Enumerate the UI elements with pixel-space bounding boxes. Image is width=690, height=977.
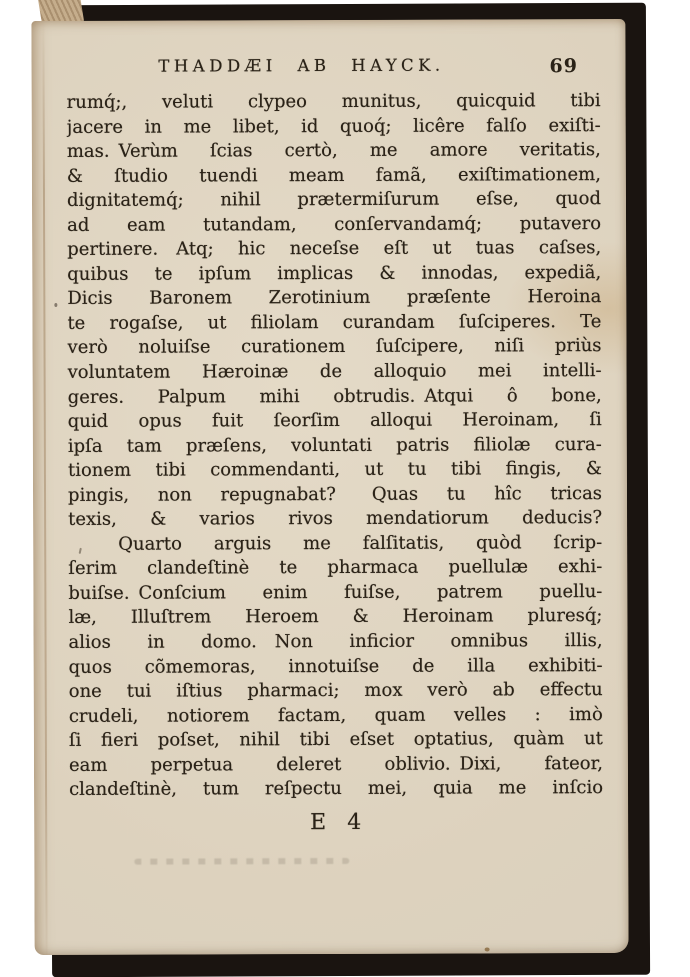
text-line: mas. Verùm ſcias certò, me amore veritatis, xyxy=(66,139,601,163)
text-line: dignitatemq́; nihil prætermiſurum eſse, quod xyxy=(66,188,602,212)
text-line: quos cõmemoras, innotuiſse de illa exhibiti- xyxy=(68,654,603,678)
signature-mark: E 4 xyxy=(310,809,363,836)
text-line: voluntatem Hæroinæ de alloquio mei intelli- xyxy=(67,360,602,383)
text-line: tionem tibi commendanti, ut tu tibi fingis, & xyxy=(67,458,602,482)
scanned-page xyxy=(31,19,628,955)
text-line: alios in domo. Non inficior omnibus illis, xyxy=(68,630,603,653)
text-line: ad eam tutandam, conſervandamq́; putavero xyxy=(67,212,602,236)
text-line: Dicis Baronem Zerotinium præſente Heroina xyxy=(67,286,602,310)
show-through-marks xyxy=(134,858,349,865)
text-line: one tui iſtius pharmaci; mox verò ab effectu xyxy=(68,679,603,703)
text-line: eam perpetua deleret oblivio. Dixi, fateor, xyxy=(68,752,604,776)
text-line: ſerim clandeſtinè te pharmaca puellulæ exhi- xyxy=(68,556,603,580)
text-line: ſi fieri poſset, nihil tibi eſset optatius, quàm ut xyxy=(68,728,603,752)
text-line: rumq́;, veluti clypeo munitus, quicquid tibi xyxy=(66,90,601,113)
paper-speck xyxy=(54,303,57,307)
text-line: geres. Palpum mihi obtrudis. Atqui ô bone, xyxy=(67,384,602,408)
text-block xyxy=(67,89,603,803)
text-line: clandeſtinè, tum reſpectu mei, quia me inſcio xyxy=(69,777,604,801)
text-line: Quarto arguis me falſitatis, quòd ſcrip- xyxy=(118,531,603,555)
text-line: & ſtudio tuendi meam famã, exiſtimationem, xyxy=(66,163,601,187)
running-header xyxy=(66,55,600,83)
header-title: THADDÆI AB HAYCK. xyxy=(158,55,445,76)
text-line: te rogaſse, ut filiolam curandam ſuſciperes. Te xyxy=(67,310,602,334)
text-line: buiſse. Conſcium enim fuiſse, patrem puellu- xyxy=(68,580,603,604)
text-line: verò noluiſse curationem ſuſcipere, niſi priùs xyxy=(67,335,602,359)
text-line: quibus te ipſum implicas & innodas, expediã, xyxy=(67,261,602,285)
text-line: crudeli, notiorem factam, quam velles : imò xyxy=(68,703,603,727)
text-line: quid opus fuit ſeorſim alloqui Heroinam, ſi xyxy=(67,409,602,433)
text-line: ipſa tam præſens, voluntati patris filiolæ cura- xyxy=(67,433,602,457)
text-line: pertinere. Atq; hic neceſse eſt ut tuas caſses, xyxy=(67,237,602,261)
text-line: jacere in me libet, id quoq́; licêre falſo exiſti- xyxy=(66,114,601,138)
text-line: læ, Illuſtrem Heroem & Heroinam pluresq́; xyxy=(68,605,603,629)
text-line: pingis, non repugnabat? Quas tu hîc tricas xyxy=(67,482,603,506)
page-number: 69 xyxy=(549,55,579,78)
paper-speck xyxy=(485,947,490,951)
text-line: texis, & varios rivos mendatiorum deducis? xyxy=(68,507,603,531)
